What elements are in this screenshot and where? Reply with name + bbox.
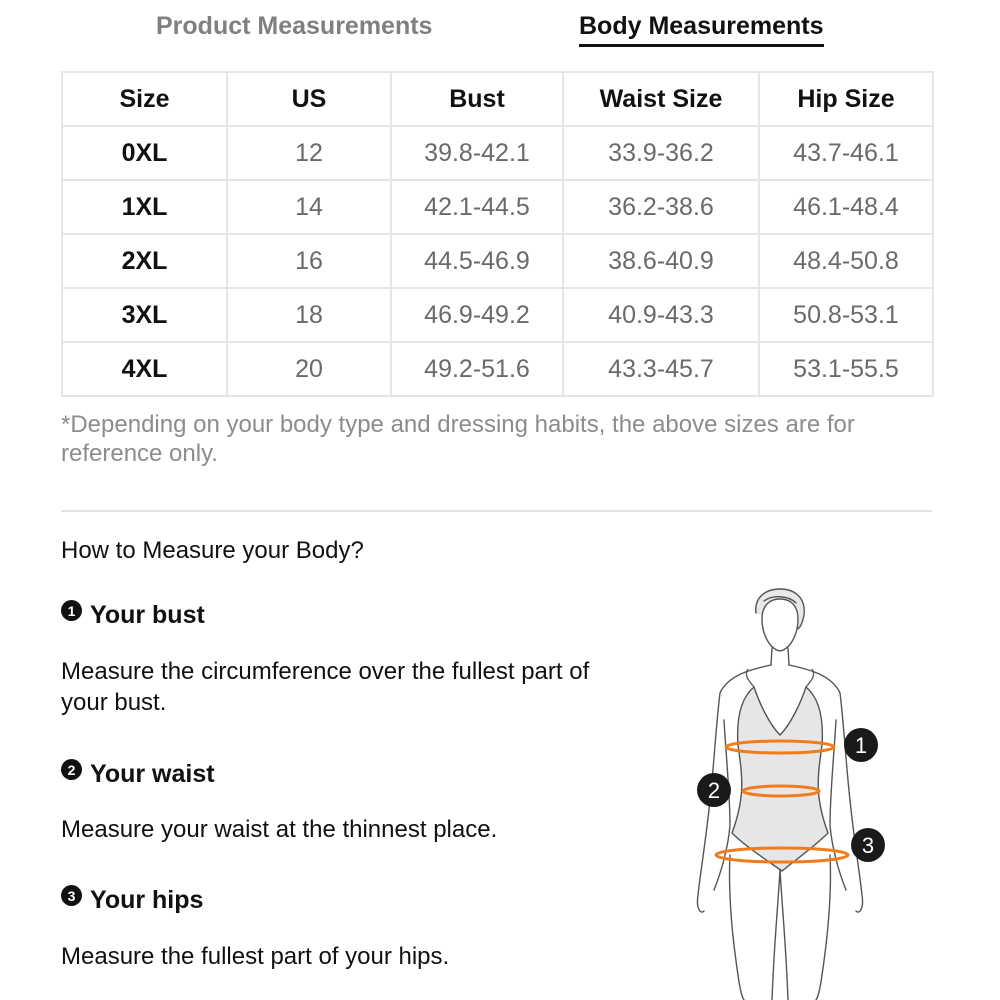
tab-product-measurements[interactable]: Product Measurements	[156, 12, 433, 40]
bust-cell: 46.9-49.2	[391, 288, 563, 342]
marker-1-icon	[844, 728, 878, 762]
table-row	[62, 342, 933, 396]
size-cell: 3XL	[62, 288, 227, 342]
waist-cell: 40.9-43.3	[563, 288, 759, 342]
table-row	[62, 180, 933, 234]
table-row	[62, 126, 933, 180]
hip-cell: 48.4-50.8	[759, 234, 933, 288]
step-waist-description: Measure your waist at the thinnest place.	[61, 816, 498, 843]
measurement-tabs	[0, 0, 1000, 60]
svg-text:1: 1	[854, 733, 868, 758]
waist-cell: 43.3-45.7	[563, 342, 759, 396]
bust-cell: 42.1-44.5	[391, 180, 563, 234]
waist-cell: 38.6-40.9	[563, 234, 759, 288]
waist-cell: 36.2-38.6	[563, 180, 759, 234]
us-cell: 20	[227, 342, 391, 396]
us-cell: 12	[227, 126, 391, 180]
bust-cell: 39.8-42.1	[391, 126, 563, 180]
step-number-1-icon: 1	[61, 600, 82, 621]
step-title: Your waist	[90, 760, 215, 788]
hip-cell: 50.8-53.1	[759, 288, 933, 342]
bust-cell: 44.5-46.9	[391, 234, 563, 288]
step-number-2-icon: 2	[61, 759, 82, 780]
size-cell: 4XL	[62, 342, 227, 396]
tab-body-measurements[interactable]: Body Measurements	[579, 12, 824, 47]
marker-2-icon	[697, 773, 731, 807]
column-header: US	[227, 72, 391, 126]
marker-3-icon	[851, 828, 885, 862]
column-header: Waist Size	[563, 72, 759, 126]
step-bust-description: Measure the circumference over the fullest part of your bust.	[61, 658, 590, 716]
column-header: Hip Size	[759, 72, 933, 126]
body-figure-illustration	[690, 585, 900, 1000]
bust-cell: 49.2-51.6	[391, 342, 563, 396]
step-title: Your bust	[90, 601, 205, 629]
table-row	[62, 288, 933, 342]
step-hips-heading	[61, 886, 203, 915]
size-chart-table	[61, 71, 934, 397]
column-header: Size	[62, 72, 227, 126]
table-row	[62, 234, 933, 288]
step-waist-heading	[61, 760, 215, 789]
us-cell: 16	[227, 234, 391, 288]
hip-cell: 43.7-46.1	[759, 126, 933, 180]
howto-heading: How to Measure your Body?	[61, 537, 364, 564]
step-hips-description: Measure the fullest part of your hips.	[61, 943, 450, 970]
size-cell: 1XL	[62, 180, 227, 234]
column-header: Bust	[391, 72, 563, 126]
size-cell: 0XL	[62, 126, 227, 180]
size-cell: 2XL	[62, 234, 227, 288]
us-cell: 14	[227, 180, 391, 234]
step-bust-heading	[61, 601, 205, 630]
table-header-row	[62, 72, 933, 126]
us-cell: 18	[227, 288, 391, 342]
waist-cell: 33.9-36.2	[563, 126, 759, 180]
section-divider	[61, 510, 932, 512]
svg-text:3: 3	[861, 833, 875, 858]
size-disclaimer-note: *Depending on your body type and dressing habits, the above sizes are for reference only.	[61, 411, 855, 467]
step-number-3-icon: 3	[61, 885, 82, 906]
hip-cell: 53.1-55.5	[759, 342, 933, 396]
svg-text:2: 2	[707, 778, 721, 803]
hip-cell: 46.1-48.4	[759, 180, 933, 234]
step-title: Your hips	[90, 886, 204, 914]
